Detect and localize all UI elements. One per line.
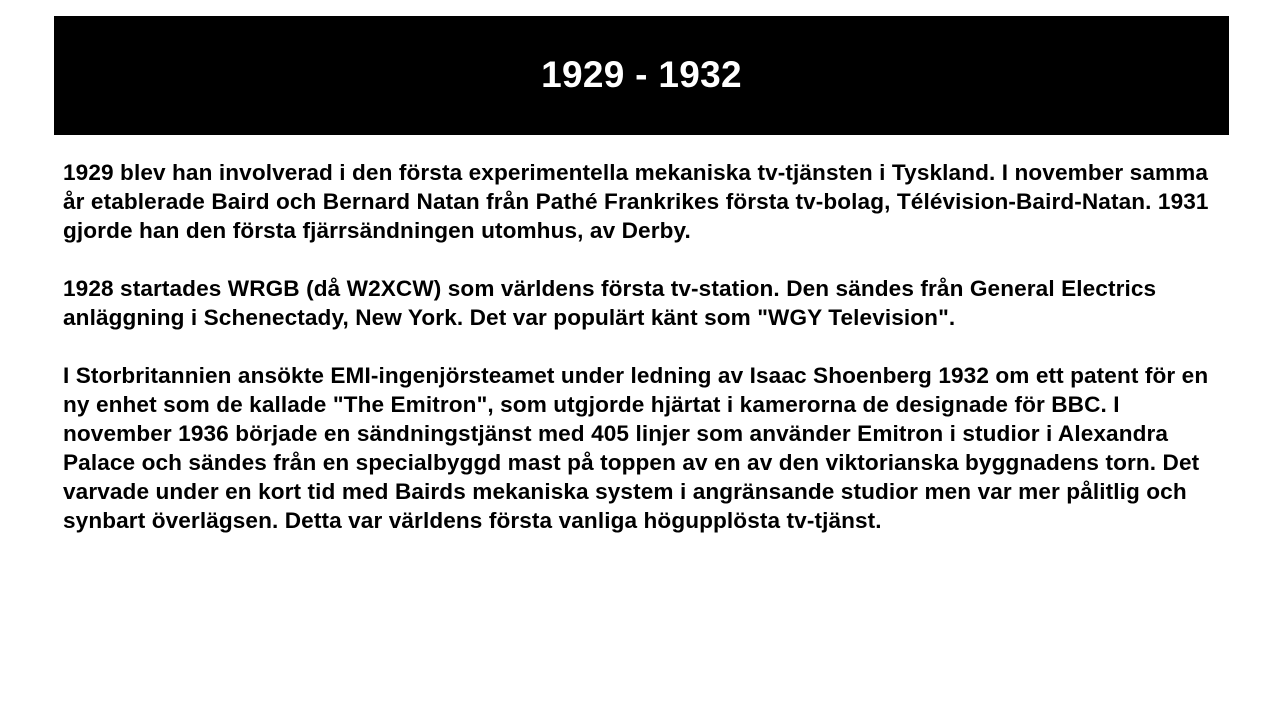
slide-title: 1929 - 1932	[541, 53, 742, 95]
paragraph-3: I Storbritannien ansökte EMI-ingenjörsteamet under ledning av Isaac Shoenberg 1932 om ett patent för en ny enhet som de kallade "The Emitron", som utgjorde hjärtat i kamerorna de designade för BBC. I november 1936 började en sändningstjänst med 405 linjer som använder Emitron i studior i Alexandra Palace och sändes från en specialbyggd mast på toppen av en av den viktorianska byggnadens torn. Det varvade under en kort tid med Bairds mekaniska system i angränsande studior men var mer pålitlig och synbart överlägsen. Detta var världens första vanliga högupplösta tv-tjänst.	[63, 363, 1209, 533]
title-banner	[54, 16, 1229, 135]
paragraph-2: 1928 startades WRGB (då W2XCW) som världens första tv-station. Den sändes från General Electrics anläggning i Schenectady, New York. Det var populärt känt som "WGY Television".	[63, 276, 1157, 330]
paragraph-1: 1929 blev han involverad i den första experimentella mekaniska tv-tjänsten i Tyskland. I november samma år etablerade Baird och Bernard Natan från Pathé Frankrikes första tv-bolag, Télévision-Baird-Natan. 1931 gjorde han den första fjärrsändningen utomhus, av Derby.	[63, 160, 1209, 243]
slide-body	[63, 158, 1228, 564]
